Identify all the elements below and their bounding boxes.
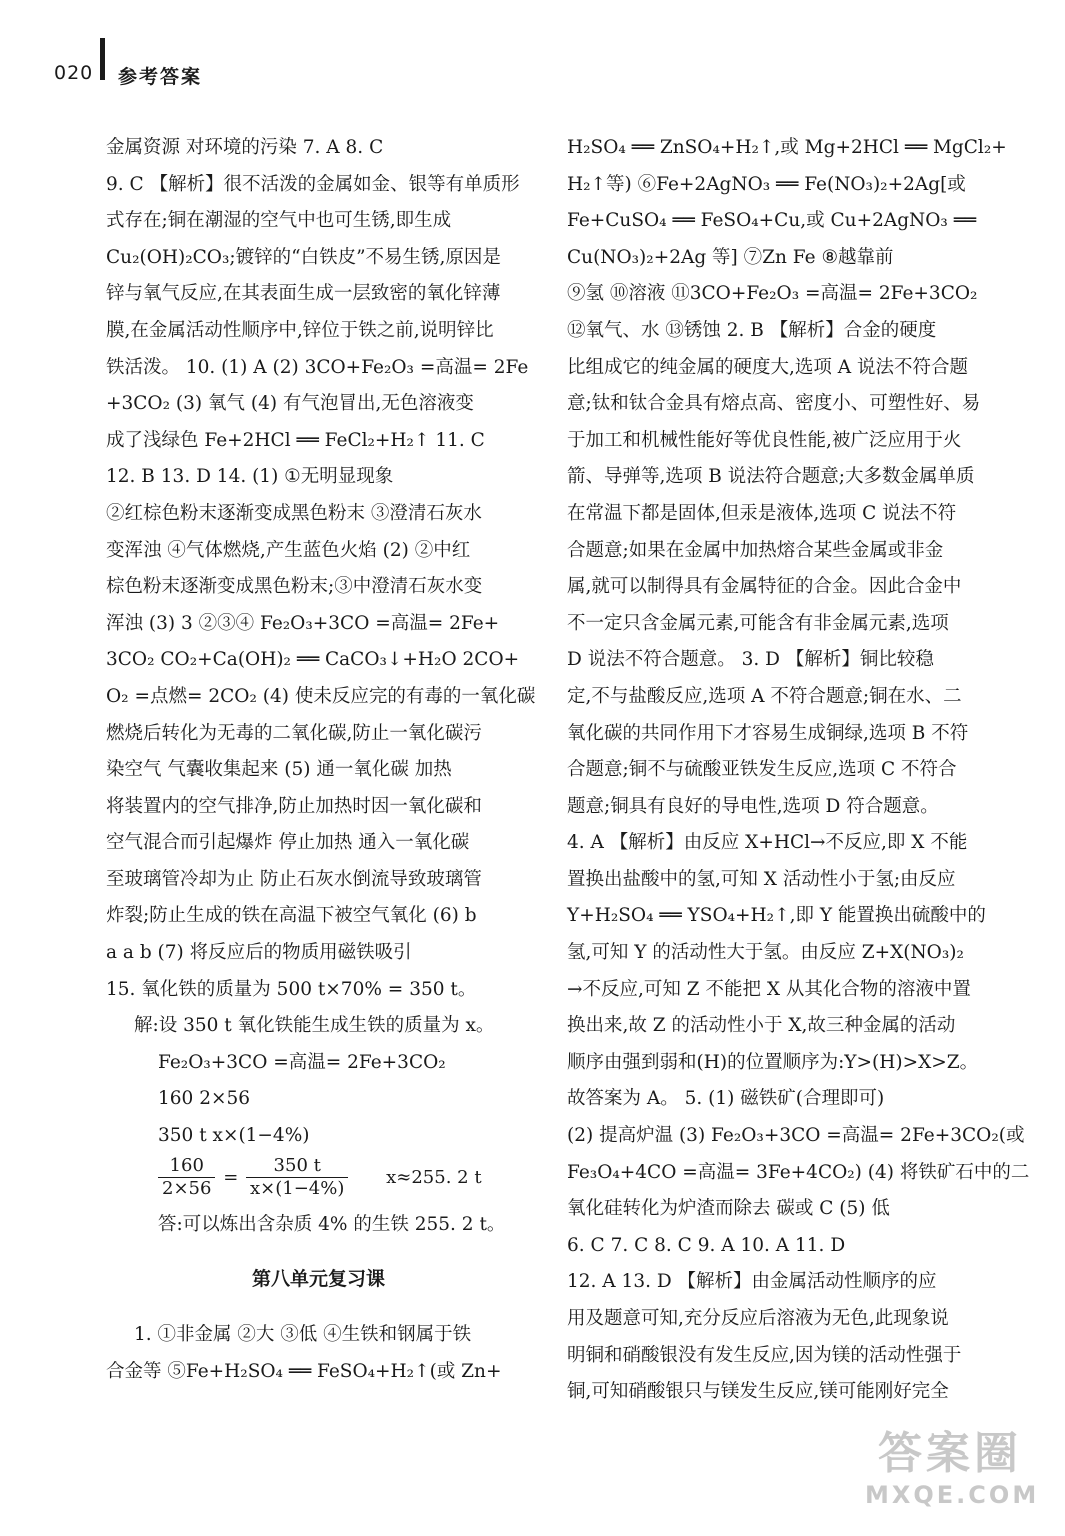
- text-line: 变浑浊 ④气体燃烧,产生蓝色火焰 (2) ②中红: [106, 539, 471, 561]
- fraction-numerator: 350 t: [246, 1155, 348, 1178]
- text-line: 氧化碳的共同作用下才容易生成铜绿,选项 B 不符: [567, 722, 969, 744]
- fraction-denominator: x×(1−4%): [250, 1177, 345, 1199]
- text-line: 12. A 13. D 【解析】由金属活动性顺序的应: [567, 1271, 937, 1293]
- answer-line: 答:可以炼出含杂质 4% 的生铁 255. 2 t。: [158, 1213, 506, 1235]
- text-line: 换出来,故 Z 的活动性小于 X,故三种金属的活动: [567, 1015, 956, 1037]
- text-line: 故答案为 A。 5. (1) 磁铁矿(合理即可): [567, 1088, 885, 1110]
- text-line: 燃烧后转化为无毒的二氧化碳,防止一氧化碳污: [106, 722, 482, 744]
- text-line: 合题意;铜不与硫酸亚铁发生反应,选项 C 不符合: [567, 759, 957, 781]
- text-line: 于加工和机械性能好等优良性能,被广泛应用于火: [567, 429, 962, 451]
- proportion-equation: [106, 1155, 531, 1207]
- text-line: 膜,在金属活动性顺序中,锌位于铁之前,说明锌比: [106, 319, 494, 341]
- text-line: 属,就可以制得具有金属特征的合金。因此合金中: [567, 576, 962, 598]
- fraction-left: [158, 1155, 215, 1200]
- text-line: 在常温下都是固体,但汞是液体,选项 C 说法不符: [567, 502, 957, 524]
- text-line: 12. B 13. D 14. (1) ①无明显现象: [106, 466, 394, 488]
- header-divider: [100, 38, 105, 80]
- text-line: +3CO₂ (3) 氧气 (4) 有气泡冒出,无色溶液变: [106, 393, 474, 415]
- text-line: Y+H₂SO₄ ══ YSO₄+H₂↑,即 Y 能置换出硫酸中的: [567, 905, 986, 927]
- text-line: 3CO₂ CO₂+Ca(OH)₂ ══ CaCO₃↓+H₂O 2CO+: [106, 649, 520, 671]
- result-value: x≈255. 2 t: [386, 1166, 482, 1188]
- left-column: [106, 130, 536, 1390]
- text-line: 铜,可知硝酸银只与镁发生反应,镁可能刚好完全: [567, 1381, 949, 1403]
- text-line: 定,不与盐酸反应,选项 A 不符合题意;铜在水、二: [567, 685, 962, 707]
- text-line: 顺序由强到弱和(H)的位置顺序为:Y>(H)>X>Z。: [567, 1051, 979, 1073]
- page-header: [0, 0, 1065, 100]
- text-line: 铁活泼。 10. (1) A (2) 3CO+Fe₂O₃ =高温= 2Fe: [106, 356, 529, 378]
- text-line: 9. C 【解析】很不活泼的金属如金、银等有单质形: [106, 173, 520, 195]
- text-line: a a b (7) 将反应后的物质用磁铁吸引: [106, 942, 412, 964]
- text-line: 比组成它的纯金属的硬度大,选项 A 说法不符合题: [567, 356, 969, 378]
- text-line: 合题意;如果在金属中加热熔合某些金属或非金: [567, 539, 944, 561]
- text-line: 锌与氧气反应,在其表面生成一层致密的氧化锌薄: [106, 283, 501, 305]
- unit-heading: 第八单元复习课: [251, 1268, 385, 1291]
- text-line: (2) 提高炉温 (3) Fe₂O₃+3CO =高温= 2Fe+3CO₂(或: [567, 1125, 1025, 1147]
- text-line: 氧化硅转化为炉渣而除去 碳或 C (5) 低: [567, 1198, 890, 1220]
- section-title: 参考答案: [118, 66, 203, 88]
- fraction-denominator: 2×56: [162, 1177, 212, 1199]
- fraction-numerator: 160: [158, 1155, 215, 1178]
- text-line: 氢,可知 Y 的活动性大于氢。由反应 Z+X(NO₃)₂: [567, 942, 964, 964]
- text-line: H₂↑等) ⑥Fe+2AgNO₃ ══ Fe(NO₃)₂+2Ag[或: [567, 173, 966, 195]
- text-line: H₂SO₄ ══ ZnSO₄+H₂↑,或 Mg+2HCl ══ MgCl₂+: [567, 137, 1007, 158]
- text-line: 合金等 ⑤Fe+H₂SO₄ ══ FeSO₄+H₂↑(或 Zn+: [106, 1360, 502, 1382]
- text-line: 解:设 350 t 氧化铁能生成生铁的质量为 x。: [134, 1015, 495, 1037]
- text-line: Fe₃O₄+4CO =高温= 3Fe+4CO₂) (4) 将铁矿石中的二: [567, 1161, 1030, 1183]
- text-line: 15. 氧化铁的质量为 500 t×70% = 350 t。: [106, 978, 477, 1000]
- text-line: 箭、导弹等,选项 B 说法符合题意;大多数金属单质: [567, 466, 975, 488]
- watermark-logo: [865, 1428, 1040, 1518]
- text-line: 炸裂;防止生成的铁在高温下被空气氧化 (6) b: [106, 905, 477, 927]
- text-line: 用及题意可知,充分反应后溶液为无色,此现象说: [567, 1308, 949, 1329]
- text-line: →不反应,可知 Z 不能把 X 从其化合物的溶液中置: [567, 978, 971, 1000]
- fraction-right: [246, 1155, 348, 1200]
- text-line: 不一定只含金属元素,可能含有非金属元素,选项: [567, 612, 949, 634]
- right-column: [567, 130, 1030, 1411]
- equals-sign: =: [223, 1166, 239, 1188]
- text-line: 4. A 【解析】由反应 X+HCl→不反应,即 X 不能: [567, 832, 968, 854]
- text-line: 意;钛和钛合金具有熔点高、密度小、可塑性好、易: [567, 393, 981, 415]
- text-line: Fe+CuSO₄ ══ FeSO₄+Cu,或 Cu+2AgNO₃ ══: [567, 210, 976, 232]
- text-line: O₂ =点燃= 2CO₂ (4) 使未反应完的有毒的一氧化碳: [106, 685, 536, 707]
- text-line: 金属资源 对环境的污染 7. A 8. C: [106, 137, 384, 158]
- text-line: ⑨氢 ⑩溶液 ⑪3CO+Fe₂O₃ =高温= 2Fe+3CO₂: [567, 283, 978, 305]
- text-line: 置换出盐酸中的氢,可知 X 活动性小于氢;由反应: [567, 868, 956, 890]
- text-line: 染空气 气囊收集起来 (5) 通一氧化碳 加热: [106, 759, 452, 781]
- calc-line: Fe₂O₃+3CO =高温= 2Fe+3CO₂: [158, 1051, 446, 1073]
- text-line: 至玻璃管冷却为止 防止石灰水倒流导致玻璃管: [106, 868, 482, 890]
- watermark-url: MXQE.COM: [865, 1481, 1040, 1509]
- text-line: Cu(NO₃)₂+2Ag 等] ⑦Zn Fe ⑧越靠前: [567, 246, 894, 268]
- text-line: D 说法不符合题意。 3. D 【解析】铜比较稳: [567, 649, 934, 671]
- text-line: 浑浊 (3) 3 ②③④ Fe₂O₃+3CO =高温= 2Fe+: [106, 612, 500, 634]
- text-line: 将装置内的空气排净,防止加热时因一氧化碳和: [106, 795, 482, 817]
- text-line: 空气混合而引起爆炸 停止加热 通入一氧化碳: [106, 832, 470, 854]
- watermark-title: 答案圈: [878, 1428, 1022, 1479]
- text-line: 成了浅绿色 Fe+2HCl ══ FeCl₂+H₂↑ 11. C: [106, 429, 485, 451]
- spacer: [106, 1243, 531, 1257]
- text-line: 题意;铜具有良好的导电性,选项 D 符合题意。: [567, 795, 939, 817]
- text-line: ②红棕色粉末逐渐变成黑色粉末 ③澄清石灰水: [106, 502, 482, 524]
- text-line: 明铜和硝酸银没有发生反应,因为镁的活动性强于: [567, 1344, 962, 1366]
- text-line: Cu₂(OH)₂CO₃;镀锌的“白铁皮”不易生锈,原因是: [106, 246, 501, 268]
- calc-line: 160 2×56: [158, 1088, 251, 1110]
- text-line: ⑫氧气、水 ⑬锈蚀 2. B 【解析】合金的硬度: [567, 319, 937, 341]
- calc-line: 350 t x×(1−4%): [158, 1125, 310, 1147]
- text-line: 棕色粉末逐渐变成黑色粉末;③中澄清石灰水变: [106, 576, 483, 598]
- text-line: 1. ①非金属 ②大 ③低 ④生铁和钢属于铁: [134, 1324, 472, 1346]
- page-number: 020: [54, 62, 94, 84]
- text-line: 6. C 7. C 8. C 9. A 10. A 11. D: [567, 1234, 846, 1256]
- text-line: 式存在;铜在潮湿的空气中也可生锈,即生成: [106, 210, 452, 232]
